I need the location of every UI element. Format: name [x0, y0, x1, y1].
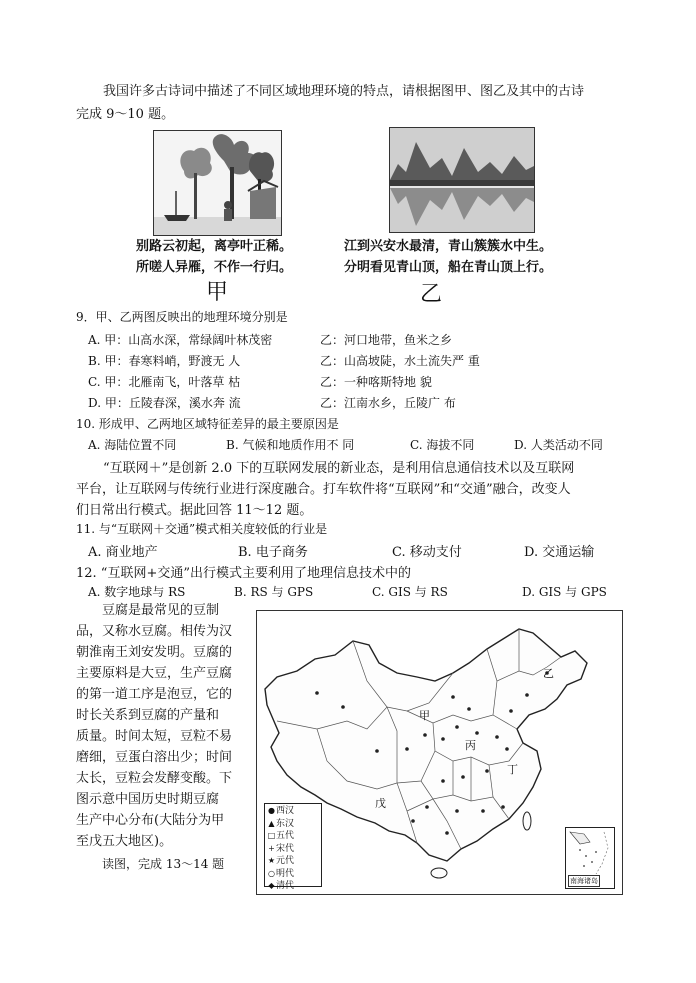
poem-left-line-1: 别路云初起，离亭叶正稀。: [136, 239, 293, 254]
passage3-line: 磨细，豆蛋白溶出少；时间: [76, 750, 233, 765]
q11-option-b: B. 电子商务: [238, 545, 308, 560]
passage2-line-3: 们日常出行模式。据此回答 11～12 题。: [76, 503, 313, 518]
ink-painting-illustration: [154, 131, 281, 235]
poem-right-line-1: 江到兴安水最清，青山簇簇水中生。: [344, 239, 553, 254]
passage3-line: 品，又称水豆腐。相传为汉: [76, 624, 233, 639]
q10-option-b: B. 气候和地质作用不 同: [226, 438, 355, 452]
region-label-jia: 甲: [419, 709, 430, 722]
region-label-ding: 丁: [507, 763, 518, 776]
karst-landscape-illustration: [390, 128, 534, 232]
q9-option-d-part1: D. 甲：丘陵春深，溪水奔 流: [88, 396, 241, 410]
south-sea-inset: [565, 827, 615, 889]
q10-stem: 10. 形成甲、乙两地区域特征差异的最主要原因是: [76, 417, 339, 431]
passage3-footer: 读图，完成 13～14 题: [102, 857, 225, 871]
passage2-line-1: “互联网＋”是创新 2.0 下的互联网发展的新业态，是利用信息通信技术以及互联网: [103, 461, 575, 476]
inset-label: 南海诸岛: [570, 877, 598, 885]
legend-item: ◆清代: [268, 881, 295, 891]
passage3-line: 图示意中国历史时期豆腐: [76, 792, 220, 807]
region-label-wu: 戊: [375, 797, 386, 810]
picture-jia: [153, 130, 282, 236]
passage3-line: 太长，豆粒会发酵变酸。下: [76, 771, 233, 786]
q9-option-b-part1: B. 甲：春寒料峭，野渡无 人: [88, 354, 241, 368]
intro-line-1: 我国许多古诗词中描述了不同区域地理环境的特点，请根据图甲、图乙及其中的古诗: [103, 84, 585, 99]
q9-option-c-part2: 乙：一种喀斯特地 貌: [320, 375, 432, 389]
passage2-line-2: 平台，让互联网与传统行业进行深度融合。打车软件将“互联网”和“交通”融合，改变人: [76, 482, 571, 497]
legend-item: □五代: [267, 831, 295, 841]
passage3-line: 至戊五大地区)。: [76, 834, 173, 849]
legend-item: ▲东汉: [268, 818, 295, 829]
passage3: [76, 600, 251, 875]
map-legend: [264, 803, 322, 891]
q12-option-c: C. GIS 与 RS: [372, 585, 448, 599]
q11-stem: 11. 与“互联网＋交通”模式相关度较低的行业是: [76, 522, 328, 536]
poem-right-line-2: 分明看见青山顶，船在青山顶上行。: [344, 260, 553, 275]
legend-symbol: ▲: [268, 818, 275, 828]
q9-option-c-part1: C. 甲：北雁南飞，叶落草 枯: [88, 375, 241, 389]
passage3-line: 时长关系到豆腐的产量和: [76, 708, 220, 723]
passage3-line: 主要原料是大豆，生产豆腐: [76, 666, 233, 681]
q10-option-a: A. 海陆位置不同: [88, 438, 177, 452]
legend-item: ★元代: [267, 856, 295, 866]
legend-symbol: +: [268, 843, 275, 853]
q12-option-b: B. RS 与 GPS: [234, 585, 314, 599]
q11-option-c: C. 移动支付: [392, 545, 462, 560]
q10-option-c: C. 海拔不同: [410, 438, 475, 452]
caption-jia: 甲: [206, 280, 229, 305]
q10-option-d: D. 人类活动不同: [514, 438, 603, 452]
passage3-line: 豆腐是最常见的豆制: [102, 603, 220, 618]
picture-yi: [389, 127, 535, 233]
legend-symbol: ★: [267, 856, 276, 865]
china-map: [256, 610, 623, 895]
caption-yi: 乙: [420, 282, 443, 307]
legend-symbol: □: [267, 831, 276, 840]
q9-option-a-part2: 乙：河口地带，鱼米之乡: [320, 333, 453, 347]
q12-option-d: D. GIS 与 GPS: [522, 585, 607, 599]
poem-left-line-2: 所嗟人异雁，不作一行归。: [136, 260, 293, 275]
q12-stem: 12. “互联网+交通”出行模式主要利用了地理信息技术中的: [76, 566, 411, 581]
region-label-bing: 丙: [465, 739, 476, 752]
q11-option-d: D. 交通运输: [524, 545, 595, 560]
q11-option-a: A. 商业地产: [88, 545, 158, 560]
legend-item: +宋代: [268, 843, 295, 854]
region-label-yi: 乙: [543, 667, 554, 680]
q12-option-a: A. 数字地球与 RS: [88, 585, 186, 599]
legend-symbol: ●: [268, 806, 275, 815]
intro-line-2: 完成 9～10 题。: [76, 107, 175, 122]
q9-stem: 9．甲、乙两图反映出的地理环境分别是: [76, 310, 288, 324]
legend-symbol: ◆: [268, 881, 275, 890]
q9-option-d-part2: 乙：江南水乡，丘陵广 布: [320, 396, 456, 410]
legend-item: ○明代: [268, 868, 295, 879]
passage3-line: 的第一道工序是泡豆，它的: [76, 687, 233, 702]
legend-symbol: ○: [268, 868, 275, 878]
passage3-line: 质量。时间太短，豆粒不易: [76, 729, 233, 744]
passage3-line: 生产中心分布(大陆分为甲: [76, 813, 225, 828]
q9-option-b-part2: 乙：山高坡陡，水土流失严 重: [320, 354, 480, 368]
passage3-line: 朝淮南王刘安发明。豆腐的: [76, 645, 233, 660]
q9-option-a-part1: A. 甲：山高水深，常绿阔叶林茂密: [88, 333, 273, 347]
legend-item: ●西汉: [268, 806, 295, 816]
